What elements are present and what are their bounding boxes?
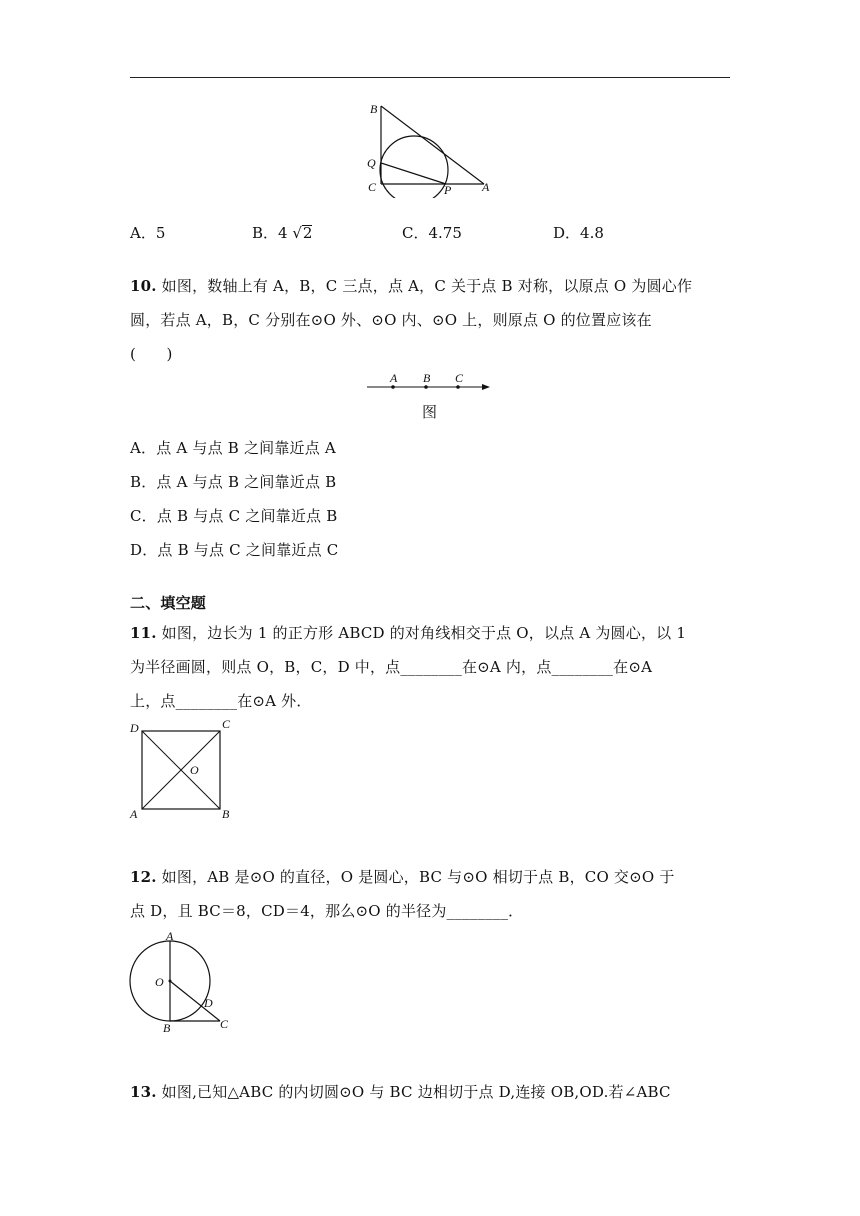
q10-line-3: ( ) xyxy=(130,345,173,363)
q12-label-b: B xyxy=(163,1021,171,1034)
q10-number-line xyxy=(362,370,497,396)
q9-label-q: Q xyxy=(367,156,376,170)
q9-side-ba xyxy=(381,106,484,184)
q9-label-c: C xyxy=(368,180,377,194)
q12-label-c: C xyxy=(220,1017,229,1031)
q9-circle xyxy=(380,136,448,198)
q12-label-o: O xyxy=(155,975,164,989)
q9-option-a: A．5 xyxy=(130,224,166,242)
q11-label-o: O xyxy=(190,763,199,777)
header-rule xyxy=(130,77,730,78)
q12-label-d: D xyxy=(204,996,213,1010)
q10-label-b: B xyxy=(423,371,431,385)
q9-option-d: D．4.8 xyxy=(553,224,604,242)
radicand: 2 xyxy=(302,224,313,242)
radical-sign: √ xyxy=(292,224,302,242)
q13-number: 13. xyxy=(130,1083,157,1101)
q10-line-1: 10. 如图，数轴上有 A，B，C 三点，点 A，C 关于点 B 对称，以原点 O 为圆心作 xyxy=(130,277,693,295)
q10-option-c: C．点 B 与点 C 之间靠近点 B xyxy=(130,507,338,525)
q10-option-a: A．点 A 与点 B 之间靠近点 A xyxy=(130,439,336,457)
q11-line-1: 11. 如图，边长为 1 的正方形 ABCD 的对角线相交于点 O，以点 A 为圆心，以 1 xyxy=(130,624,687,642)
q9-option-c: C．4.75 xyxy=(402,224,462,242)
q11-square-figure xyxy=(126,716,241,822)
q9-label-a: A xyxy=(482,180,490,194)
q9-segment-qp xyxy=(381,163,446,184)
q11-line-3: 上，点________在⊙A 外． xyxy=(130,692,312,710)
q10-option-b: B．点 A 与点 B 之间靠近点 B xyxy=(130,473,337,491)
q12-line-1: 12. 如图，AB 是⊙O 的直径，O 是圆心，BC 与⊙O 相切于点 B，CO 交⊙O 于 xyxy=(130,868,675,886)
q11-label-c: C xyxy=(222,717,231,731)
q12-line-2: 点 D，且 BC＝8，CD＝4，那么⊙O 的半径为________． xyxy=(130,902,524,920)
section-title: 二、填空题 xyxy=(130,594,207,612)
q11-label-d: D xyxy=(130,721,139,735)
q11-label-b: B xyxy=(222,807,230,821)
q12-circle-figure xyxy=(124,928,236,1034)
q10-line-2: 圆，若点 A，B，C 分别在⊙O 外、⊙O 内、⊙O 上，则原点 O 的位置应该在 xyxy=(130,311,652,329)
q9-option-b: B．4 √2 xyxy=(252,224,313,242)
q10-label-a: A xyxy=(390,371,398,385)
q11-line-2: 为半径画圆，则点 O，B，C，D 中，点________在⊙A 内，点________在⊙A xyxy=(130,658,653,676)
q10-number: 10. xyxy=(130,277,157,295)
q11-number: 11. xyxy=(130,624,157,642)
q9-label-b: B xyxy=(370,102,378,116)
q9-figure xyxy=(360,98,500,198)
q13-line-1: 13. 如图,已知△ABC 的内切圆⊙O 与 BC 边相切于点 D,连接 OB,OD.若∠ABC xyxy=(130,1083,671,1101)
q10-option-d: D．点 B 与点 C 之间靠近点 C xyxy=(130,541,339,559)
q10-label-c: C xyxy=(455,371,464,385)
q12-number: 12. xyxy=(130,868,157,886)
q11-label-a: A xyxy=(130,807,138,821)
q12-label-a: A xyxy=(166,929,174,943)
q10-figure-caption: 图 xyxy=(422,403,438,421)
q9-label-p: P xyxy=(444,183,452,197)
